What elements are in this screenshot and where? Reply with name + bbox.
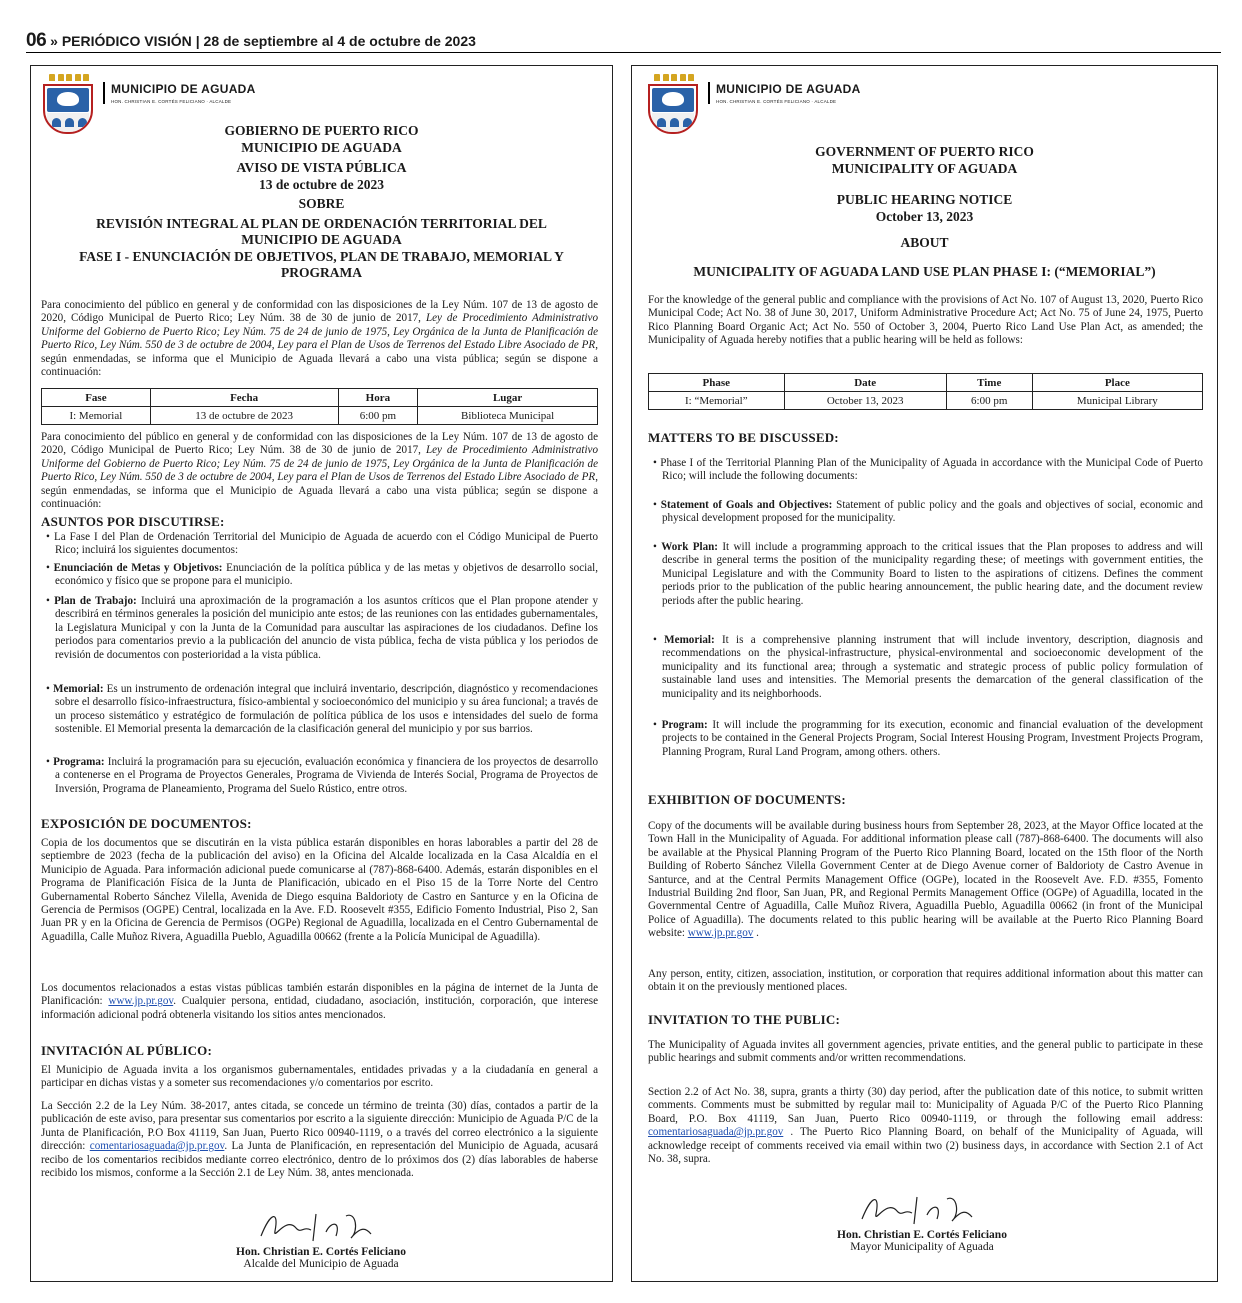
subject-line-1: REVISIÓN INTEGRAL AL PLAN DE ORDENACIÓN TERRITORIAL DEL xyxy=(96,215,547,231)
list-item: • Memorial: It is a comprehensive planning instrument that will include inventory, description, diagnosis and recommendations on the physical-infrastructure, physical-environmental and socioeconomic development of the municipality and its functional area; through a systematic and strategic process of public policy formulation of sustainable land uses and intensities. The Memorial presents the demarcation of the general classification of the municipality and its neighborhoods. xyxy=(653,634,1203,700)
signer-name: Hon. Christian E. Cortés Feliciano xyxy=(236,1246,406,1258)
signer-role: Alcalde del Municipio de Aguada xyxy=(243,1258,399,1270)
section-heading-invitacion: INVITACIÓN AL PÚBLICO: xyxy=(41,1043,213,1058)
title-block xyxy=(31,123,612,282)
gov-title: GOBIERNO DE PUERTO RICO xyxy=(224,123,419,138)
notice-title: PUBLIC HEARING NOTICE xyxy=(836,192,1013,207)
signer-role: Mayor Municipality of Aguada xyxy=(850,1241,994,1253)
issue-dates: | 28 de septiembre al 4 de octubre de 2023 xyxy=(195,33,476,49)
english-notice xyxy=(631,65,1218,1282)
logo-title: MUNICIPIO DE AGUADA xyxy=(111,82,256,96)
exhibition-paragraph: Copy of the documents will be available during business hours from September 28, 2023, at the Mayor Office located at the Town Hall in the Municipality of Aguada. For additional information please call (787)-868-6400. The documents will also be available at the Physical Planning Program of the Puerto Rico Planning Board, located on the 15th floor of the North Building of Roberto Sánchez Vilella Government Center at de Diego Avenue corner of Baldorioty de Castro Avenue in Santurce, and at the Central Permits Management Office (OGPe), located in the Roosevelt Ave. F.D. #355, Fomento Industrial Building 2nd floor, San Juan, PR, and Regional Permits Management Office (OGPe) of Aguadilla, located in the Governmental Centre of Aguadilla, Calle Muñoz Rivera, Aguadilla Pueblo, Aguadilla 00662 (in front of the Municipal Police of Aguadilla). The documents related to this public hearing will be available at the Puerto Rico Planning Board website: www.jp.pr.gov . xyxy=(648,820,1203,940)
logo-subtitle: HON. CHRISTIAN E. CORTÉS FELICIANO · ALCALDE xyxy=(111,99,232,104)
coat-of-arms-icon xyxy=(648,74,700,134)
schedule-table xyxy=(648,373,1203,410)
list-item: • Memorial: Es un instrumento de ordenación integral que incluirá inventario, descripción, diagnóstico y recomendaciones sobre el desarrollo físico-infraestructura, físico-ambiental y socioeconómico del municipio y su área funcional; a través de un proceso sistemático y estratégico de formulación de política pública de los usos e intensidades del suelo de forma sostenible. El Memorial presenta la demarcación de la clasificación general del municipio y por sus barrios. xyxy=(46,683,598,736)
subject-line-3: FASE I - ENUNCIACIÓN DE OBJETIVOS, PLAN DE TRABAJO, MEMORIAL Y xyxy=(79,248,564,264)
list-item: • Statement of Goals and Objectives: Statement of public policy and the goals and objectives of social, economic and physical development proposed for the municipality. xyxy=(653,499,1203,525)
section-heading-exposicion: EXPOSICIÓN DE DOCUMENTOS: xyxy=(41,816,252,831)
intro-paragraph: For the knowledge of the general public and compliance with the provisions of Act No. 107 of August 13, 2020, Puerto Rico Municipal Code; Act No. 38 of June 30, 2017, Uniform Administrative Procedure Act; Act No. 75 of June 24, 1975, Puerto Rico Planning Board Organic Act; Act No. 550 of October 3, 2004, Puerto Rico Land Use Plan Act, as amended; the Municipality of Aguada hereby notifies that a public hearing will be held as follows: xyxy=(648,294,1203,347)
municipality-title: MUNICIPIO DE AGUADA xyxy=(241,139,402,155)
page-number: 06 xyxy=(26,30,47,51)
comments-paragraph: Section 2.2 of Act No. 38, supra, grants a thirty (30) day period, after the publication date of this notice, to submit written comments. Comments must be submitted by regular mail to: Municipality of Aguada P/C of the Puerto Rico Planning Board, P.O. Box 41119, San Juan, Puerto Rico 00940-1119, or through the following email address: comentariosaguada@jp.pr.gov . The Puerto Rico Planning Board, on behalf of the Municipality of Aguada, will acknowledge receipt of comments received via email within two (2) business days, in accordance with Section 2.1 of Act No. 38, supra. xyxy=(648,1086,1203,1166)
table-row: I: Memorial 13 de octubre de 2023 6:00 pm Biblioteca Municipal xyxy=(42,407,598,425)
list-item: • Plan de Trabajo: Incluirá una aproximación de la programación a los asuntos críticos que el Plan propone atender y describirá en términos generales la posición del municipio ante estos; de las reuniones con las entidades gubernamentales, la Legislatura Municipal y con la Junta de la Comunidad para auscultar las aspiraciones de los ciudadanos. Define los periodos para comentarios previo a la publicación del anuncio de vista pública, fecha de vista pública y los periodos de revisión de documentos con posterioridad a la vista pública. xyxy=(46,595,598,661)
signer-name: Hon. Christian E. Cortés Feliciano xyxy=(837,1229,1007,1241)
publication-name: » PERIÓDICO VISIÓN xyxy=(50,33,192,49)
title-block xyxy=(632,144,1217,280)
list-item: • La Fase I del Plan de Ordenación Territorial del Municipio de Aguada de acuerdo con el Código Municipal de Puerto Rico; incluirá los siguientes documentos: xyxy=(46,531,598,557)
table-header-row: Phase Date Time Place xyxy=(649,374,1203,392)
section-heading-matters: MATTERS TO BE DISCUSSED: xyxy=(648,430,839,445)
subject-line: MUNICIPALITY OF AGUADA LAND USE PLAN PHASE I: (“MEMORIAL”) xyxy=(693,263,1156,279)
logo-subtitle: HON. CHRISTIAN E. CORTÉS FELICIANO · ALCALDE xyxy=(716,99,837,104)
list-item: • Enunciación de Metas y Objetivos: Enunciación de la política pública y de las metas y objetivos de desarrollo social, económico y físico que se propone para el municipio. xyxy=(46,562,598,588)
schedule-table xyxy=(41,388,598,425)
table-row: I: “Memorial” October 13, 2023 6:00 pm Municipal Library xyxy=(649,392,1203,410)
logo-title: MUNICIPIO DE AGUADA xyxy=(716,82,861,96)
section-heading-invitation: INVITATION TO THE PUBLIC: xyxy=(648,1012,840,1027)
municipality-title: MUNICIPALITY OF AGUADA xyxy=(831,160,1018,176)
notice-date: 13 de octubre de 2023 xyxy=(259,176,384,192)
notice-title: AVISO DE VISTA PÚBLICA xyxy=(236,160,407,175)
table-header-row: Fase Fecha Hora Lugar xyxy=(42,389,598,407)
signature-block xyxy=(782,1189,1062,1253)
spanish-notice xyxy=(30,65,613,1282)
intro-paragraph-repeat: Para conocimiento del público en general y de conformidad con las disposiciones de la Ley Núm. 107 de 13 de agosto de 2020, Código Municipal de Puerto Rico; Ley Núm. 38 de 30 de junio de 2017, Ley de Procedimiento Administrativo Uniforme del Gobierno de Puerto Rico; Ley Núm. 75 de 24 de junio de 1975, Ley Orgánica de la Junta de Planificación de Puerto Rico, Ley Núm. 550 de 3 de octubre de 2004, Ley para el Plan de Usos de Terrenos del Estado Libre Asociado de PR, según enmendadas, se informa que el Municipio de Aguada llevará a cabo una vista pública; según se dispone a continuación: xyxy=(41,431,599,511)
notice-date: October 13, 2023 xyxy=(875,208,974,224)
list-item: • Phase I of the Territorial Planning Plan of the Municipality of Aguada in accordance with the Municipal Code of Puerto Rico; will include the following documents: xyxy=(653,457,1203,483)
exposition-paragraph-2: Los documentos relacionados a estas vistas públicas también estarán disponibles en la página de internet de la Junta de Planificación: www.jp.pr.gov. Cualquier persona, entidad, ciudadano, asociación, institución, corporación, que interese información adicional podrá obtenerla visitando los sitios antes mencionados. xyxy=(41,982,599,1021)
email-link[interactable]: comentariosaguada@jp.pr.gov xyxy=(648,1126,784,1139)
website-link[interactable]: www.jp.pr.gov xyxy=(687,927,754,940)
invitation-paragraph: The Municipality of Aguada invites all government agencies, private entities, and the general public to participate in these public hearings and submit comments and/or written recommendations. xyxy=(648,1039,1203,1065)
signature-icon xyxy=(241,1206,401,1246)
intro-paragraph: Para conocimiento del público en general y de conformidad con las disposiciones de la Ley Núm. 107 de 13 de agosto de 2020, Código Municipal de Puerto Rico; Ley Núm. 38 de 30 de junio de 2017, Ley de Procedimiento Administrativo Uniforme del Gobierno de Puerto Rico; Ley Núm. 75 de 24 de junio de 1975, Ley Orgánica de la Junta de Planificación de Puerto Rico, Ley Núm. 550 de 3 de octubre de 2004, Ley para el Plan de Usos de Terrenos del Estado Libre Asociado de PR, según enmendadas, se informa que el Municipio de Aguada llevará a cabo una vista pública; según se dispone a continuación: xyxy=(41,299,599,379)
page-header xyxy=(26,30,1221,50)
list-item: • Programa: Incluirá la programación para su ejecución, evaluación económica y financiera de los proyectos de desarrollo a contenerse en el Programa de Proyectos Generales, Programa de Vivienda de Interés Social, Programa de Proyectos de Inversión, Programa de Planeamiento, Programa del Suelo Rústico, entre otros. xyxy=(46,756,599,795)
about-label: SOBRE xyxy=(298,196,345,211)
about-label: ABOUT xyxy=(900,235,949,250)
municipality-logo xyxy=(648,74,861,134)
invitation-paragraph: El Municipio de Aguada invita a los organismos gubernamentales, entidades privadas y a la ciudadanía en general a participar en dichas vistas y a someter sus recomendaciones y/o comentarios por escrito. xyxy=(41,1064,598,1090)
subject-line-4: PROGRAMA xyxy=(281,265,362,280)
signature-icon xyxy=(842,1189,1002,1229)
comments-paragraph: La Sección 2.2 de la Ley Núm. 38-2017, antes citada, se concede un término de treinta (30) días, contados a partir de la publicación de este aviso, para presentar sus comentarios por escrito a la siguiente dirección: Municipio de Aguada P/C de la Junta de Planificación, P.O Box 41119, San Juan, Puerto Rico 00940-1119, o a través del correo electrónico a la siguiente dirección: comentariosaguada@jp.pr.gov. La Junta de Planificación, en representación del Municipio de Aguada, acusará recibo de los comentarios recibidos mediante correo electrónico, dentro de lo próximos dos (2) días laborables de haberse recibido los mismos, conforme a la Sección 2.1 de Ley Núm. 38, antes mencionada. xyxy=(41,1100,598,1180)
list-item: • Work Plan: It will include a programming approach to the critical issues that the Plan proposes to address and will describe in general terms the position of the municipality regarding these; of meetings with government entities, the Municipal Legislature and with the Community Board to listen to the aspirations of citizens. Defines the comment periods prior to the publication of the public hearing announcement, the public hearing date, and the document review periods after the public hearing. xyxy=(653,541,1203,607)
signature-block xyxy=(181,1206,461,1270)
exposition-paragraph: Copia de los documentos que se discutirán en la vista pública estarán disponibles en horas laborables a partir del 28 de septiembre de 2023 (fecha de la publicación del aviso) en la Oficina del Alcalde localizada en la Casa Alcaldía en el Municipio de Aguada. Para información adicional puede comunicarse al (787)-868-6400. Además, estarán disponibles en el Programa de Planificación Física de la Junta de Planificación, ubicado en el Piso 15 de la Torre Norte del Centro Gubernamental Roberto Sánchez Vilella, Avenida de Diego esquina Baldorioty de Castro en Santurce y en la Oficina de Gerencia de Permisos (OGPE) Central, localizada en la Ave. F.D. Roosevelt #355, Edificio Fomento Industrial, Piso 2, San Juan PR y en la Oficina de Gerencia de Permisos (OGPe) Regional de Aguadilla, localizada en el Centro Gubernamental de Aguadilla, Calle Muñoz Rivera, Aguadilla Pueblo, Aguadilla 00662 (frente a la Policía Municipal de Aguadilla). xyxy=(41,837,598,943)
section-heading-exhibition: EXHIBITION OF DOCUMENTS: xyxy=(648,792,846,807)
subject-line-2: MUNICIPIO DE AGUADA xyxy=(241,232,402,247)
exhibition-paragraph-2: Any person, entity, citizen, association, institution, or corporation that requires additional information about this matter can obtain it on the previously mentioned places. xyxy=(648,968,1203,994)
website-link[interactable]: www.jp.pr.gov xyxy=(108,995,174,1008)
email-link[interactable]: comentariosaguada@jp.pr.gov xyxy=(89,1140,225,1153)
list-item: • Program: It will include the programming for its execution, economic and financial evaluation of the development projects to be contained in the General Projects Program, Social Interest Housing Program, Investment Projects Program, Planning Program, Rural Land Program, among others. others. xyxy=(653,719,1203,758)
gov-title: GOVERNMENT OF PUERTO RICO xyxy=(815,144,1034,159)
section-heading-asuntos: ASUNTOS POR DISCUTIRSE: xyxy=(41,514,225,529)
header-rule xyxy=(26,52,1221,53)
